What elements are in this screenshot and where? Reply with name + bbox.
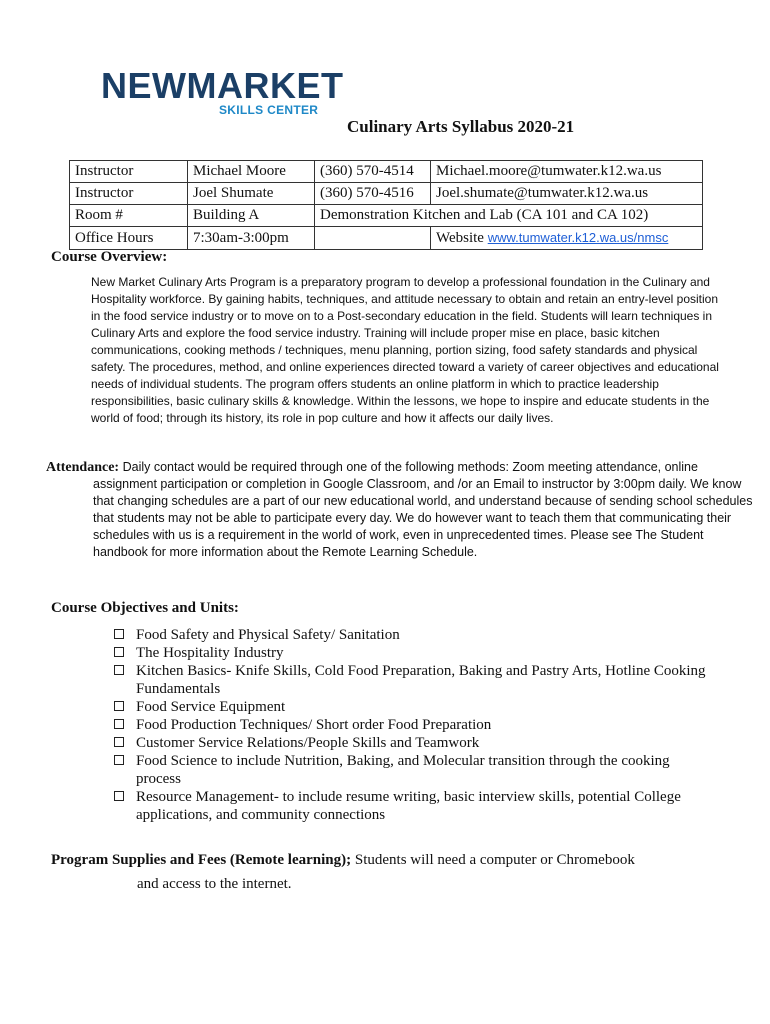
list-item xyxy=(112,662,712,698)
objective-text: The Hospitality Industry xyxy=(136,645,284,661)
attendance-label: Attendance: xyxy=(46,460,120,475)
newmarket-logo xyxy=(101,65,344,118)
supplies-paragraph xyxy=(51,848,711,896)
objectives-list xyxy=(112,626,712,824)
course-objectives-heading: Course Objectives and Units: xyxy=(51,600,239,616)
objective-text: Resource Management- to include resume writing, basic interview skills, potential College applications, and community connections xyxy=(136,789,681,823)
checkbox-icon xyxy=(114,629,124,639)
row-label: Instructor xyxy=(70,183,188,205)
logo-subtitle: SKILLS CENTER xyxy=(219,103,319,117)
attendance-paragraph xyxy=(46,459,761,561)
row-label: Instructor xyxy=(70,161,188,183)
list-item xyxy=(112,734,712,752)
page-title: Culinary Arts Syllabus 2020-21 xyxy=(347,117,575,136)
checkbox-icon xyxy=(114,719,124,729)
empty-cell xyxy=(315,227,431,250)
list-item xyxy=(112,752,712,788)
course-overview-heading: Course Overview: xyxy=(51,249,168,265)
list-item xyxy=(112,626,712,644)
room-building: Building A xyxy=(188,205,315,227)
course-overview-text: New Market Culinary Arts Program is a preparatory program to develop a professional foundation in the Culinary and Hospitality workforce. By gaining habits, techniques, and attitude necessary to obtain and retain an entry-level position in the food service industry or to move on to a Post-secondary education in the field. Students will learn techniques in Culinary Arts and explore the food service industry. Training will include proper mise en place, basic kitchen communications, cooking methods / techniques, menu planning, portion sizing, food safety standards and physical safety. The procedures, method, and online experiences directed toward a variety of career objectives and educational needs of individual students. The program offers students an online platform in which to practice leadership responsibilities, basic culinary skills & knowledge. Within the lessons, we hope to inspire and educate students in the world of food; through its history, its role in pop culture and how it affects our daily lives. xyxy=(91,275,719,425)
table-row xyxy=(70,183,703,205)
list-item xyxy=(112,788,712,824)
objective-text: Food Production Techniques/ Short order Food Preparation xyxy=(136,717,492,733)
checkbox-icon xyxy=(114,665,124,675)
office-hours: 7:30am-3:00pm xyxy=(188,227,315,250)
objective-text: Food Service Equipment xyxy=(136,699,286,715)
checkbox-icon xyxy=(114,791,124,801)
phone-number: (360) 570-4516 xyxy=(315,183,431,205)
website-label: Website xyxy=(436,230,484,246)
attendance-text: Daily contact would be required through one of the following methods: Zoom meeting attendance, online assignment participation or completion in Google Classroom, and /or an Email to instructor by 3:00pm daily. We know that changing schedules are a part of our new educational world, and understand because of sending school schedules that students may not be able to participate every day. We do however want to teach them that communicating their schedules with us is a requirement in the world of work, even in unprecedented times. Please see The Student handbook for more information about the Remote Learning Schedule. xyxy=(93,460,753,559)
table-row xyxy=(70,227,703,250)
objective-text: Food Safety and Physical Safety/ Sanitation xyxy=(136,627,400,643)
room-location: Demonstration Kitchen and Lab (CA 101 and CA 102) xyxy=(315,205,703,227)
list-item xyxy=(112,644,712,662)
checkbox-icon xyxy=(114,647,124,657)
checkbox-icon xyxy=(114,755,124,765)
table-row xyxy=(70,205,703,227)
row-label: Office Hours xyxy=(70,227,188,250)
row-label: Room # xyxy=(70,205,188,227)
objective-text: Customer Service Relations/People Skills and Teamwork xyxy=(136,735,480,751)
supplies-text-continued: and access to the internet. xyxy=(137,876,292,892)
list-item xyxy=(112,716,712,734)
table-row xyxy=(70,161,703,183)
objective-text: Kitchen Basics- Knife Skills, Cold Food Preparation, Baking and Pastry Arts, Hotline Cooking Fundamentals xyxy=(136,663,706,697)
logo-wordmark: NEWMARKET xyxy=(101,65,344,106)
checkbox-icon xyxy=(114,701,124,711)
contact-table xyxy=(69,160,703,250)
instructor-name: Joel Shumate xyxy=(188,183,315,205)
email-address[interactable]: Joel.shumate@tumwater.k12.wa.us xyxy=(431,183,703,205)
email-address[interactable]: Michael.moore@tumwater.k12.wa.us xyxy=(431,161,703,183)
objective-text: Food Science to include Nutrition, Baking, and Molecular transition through the cooking process xyxy=(136,753,670,787)
list-item xyxy=(112,698,712,716)
website-cell xyxy=(431,227,703,250)
website-link[interactable]: www.tumwater.k12.wa.us/nmsc xyxy=(487,230,669,245)
instructor-name: Michael Moore xyxy=(188,161,315,183)
supplies-text: Students will need a computer or Chromebook xyxy=(351,852,635,868)
supplies-label: Program Supplies and Fees (Remote learning); xyxy=(51,852,352,868)
checkbox-icon xyxy=(114,737,124,747)
phone-number: (360) 570-4514 xyxy=(315,161,431,183)
